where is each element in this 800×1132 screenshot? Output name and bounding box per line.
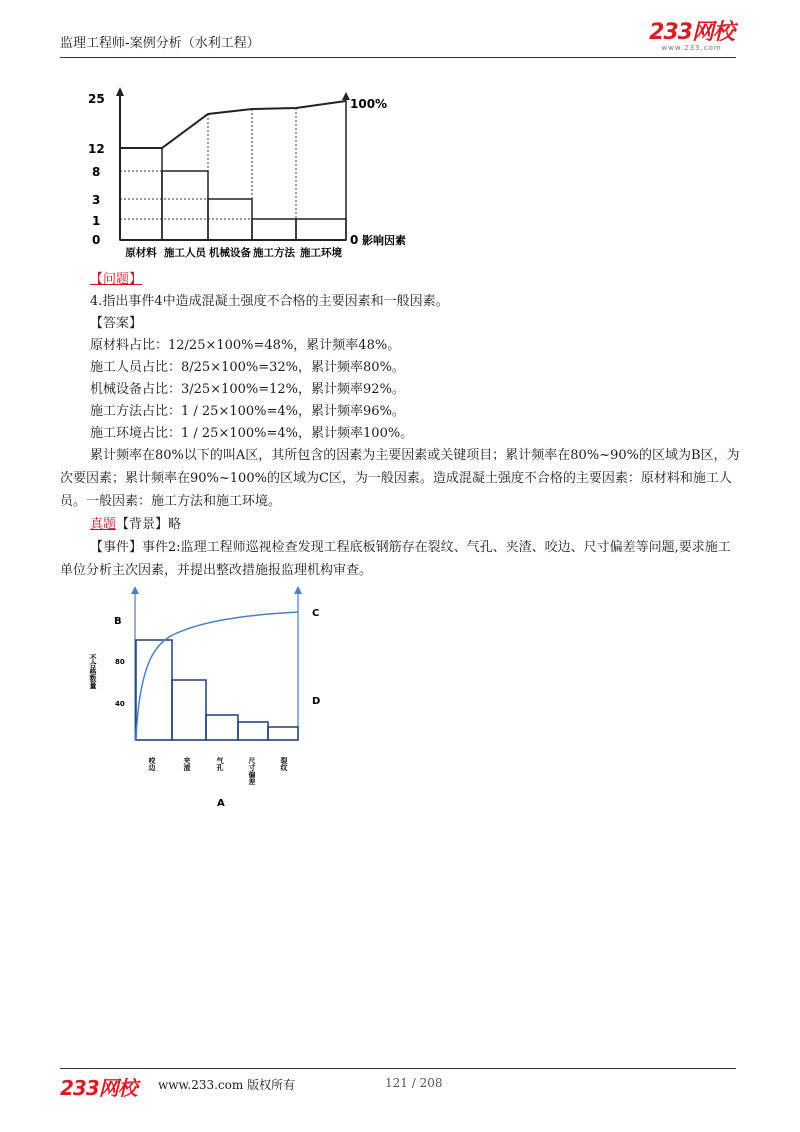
answer-line-3: 机械设备占比：3/25×100%=12%，累计频率92%。 xyxy=(90,382,405,397)
cat-label: 尺寸偏差 xyxy=(248,757,256,785)
cumulative-curve xyxy=(120,101,346,148)
pareto-chart-steel xyxy=(80,582,340,822)
event-paragraph: 【事件】事件2:监理工程师巡视检查发现工程底板钢筋存在裂纹、气孔、夹渣、咬边、尺寸偏差等问题,要求施工单位分析主次因素，并提出整改措施报监理机构审查。 xyxy=(60,540,731,578)
answer-heading: 【答案】 xyxy=(90,316,143,331)
answer-line-2: 施工人员占比：8/25×100%=32%，累计频率80%。 xyxy=(90,360,405,375)
left-axis-arrow xyxy=(131,586,139,594)
bar-施工方法 xyxy=(252,219,296,240)
y-tick-25: 25 xyxy=(88,92,105,106)
bar-施工环境 xyxy=(296,219,346,240)
y-axis-arrow xyxy=(116,87,124,96)
right-axis-arrow xyxy=(294,586,302,594)
svg-text:不合格数量: 不合格数量 xyxy=(89,654,97,689)
cat-label: 施工人员 xyxy=(164,247,206,258)
answer-summary: 累计频率在80%以下的叫A区，其所包含的因素为主要因素或关键项目；累计频率在80%~90%的区域为B区，为次要因素；累计频率在90%~100%的区域为C区，为一般因素。造成混凝土强度不合格的主要因素：原材料和施工人员。一般因素：施工方法和施工环境。 xyxy=(60,448,740,509)
exam-background: 真题【背景】略 xyxy=(90,517,182,532)
cumulative-curve xyxy=(136,612,298,740)
page-header-title: 监理工程师-案例分析（水利工程） xyxy=(60,36,260,51)
y-tick-8: 8 xyxy=(92,165,101,179)
footer-divider xyxy=(60,1068,736,1069)
cat-label: 裂纹 xyxy=(280,757,288,771)
cat-label: 机械设备 xyxy=(209,247,251,258)
label-b: B xyxy=(114,616,122,627)
y-tick-3: 3 xyxy=(92,193,101,207)
tick-80: 80 xyxy=(115,658,125,666)
tick-40: 40 xyxy=(115,700,125,708)
bar-气孔 xyxy=(206,715,238,740)
right-label-0: 0 xyxy=(350,233,359,247)
answer-line-5: 施工环境占比：1 / 25×100%=4%，累计频率100%。 xyxy=(90,426,414,441)
y-tick-0: 0 xyxy=(92,233,101,247)
y-tick-12: 12 xyxy=(88,142,105,156)
label-c: C xyxy=(312,608,320,619)
bar-裂纹 xyxy=(268,727,298,740)
y-axis-label xyxy=(89,653,97,690)
cat-label: 原材料 xyxy=(125,247,157,258)
right-label-100: 100% xyxy=(350,97,388,111)
bar-夹渣 xyxy=(172,680,206,740)
cat-label: 施工环境 xyxy=(300,247,342,258)
bar-尺寸偏差 xyxy=(238,722,268,740)
answer-line-1: 原材料占比：12/25×100%=48%，累计频率48%。 xyxy=(90,338,401,353)
brand-logo[interactable] xyxy=(649,22,734,52)
footer-logo[interactable]: 233网校 xyxy=(60,1076,137,1100)
pareto-chart-concrete xyxy=(80,86,440,258)
cat-label: 咬边 xyxy=(148,757,156,771)
header-divider xyxy=(60,57,736,58)
cat-label: 夹渣 xyxy=(183,757,191,771)
right-axis-arrow xyxy=(342,92,350,100)
footer-copyright: www.233.com 版权所有 xyxy=(158,1078,296,1092)
cat-label: 施工方法 xyxy=(253,247,295,258)
question-heading: 【问题】 xyxy=(90,272,143,287)
logo-text: 233网校 xyxy=(649,20,734,45)
question-4: 4.指出事件4中造成混凝土强度不合格的主要因素和一般因素。 xyxy=(90,294,449,309)
bar-原材料 xyxy=(120,148,162,240)
label-a: A xyxy=(217,798,225,809)
logo-url: www.233.com xyxy=(661,44,722,52)
label-d: D xyxy=(312,696,321,707)
y-tick-1: 1 xyxy=(92,214,101,228)
zhenti-label: 真题 xyxy=(90,517,117,532)
cat-label: 气孔 xyxy=(216,757,224,771)
bar-施工人员 xyxy=(162,171,208,240)
x-axis-label: 影响因素 xyxy=(362,234,406,247)
answer-line-4: 施工方法占比：1 / 25×100%=4%，累计频率96%。 xyxy=(90,404,405,419)
page-number: 121 / 208 xyxy=(385,1076,443,1090)
